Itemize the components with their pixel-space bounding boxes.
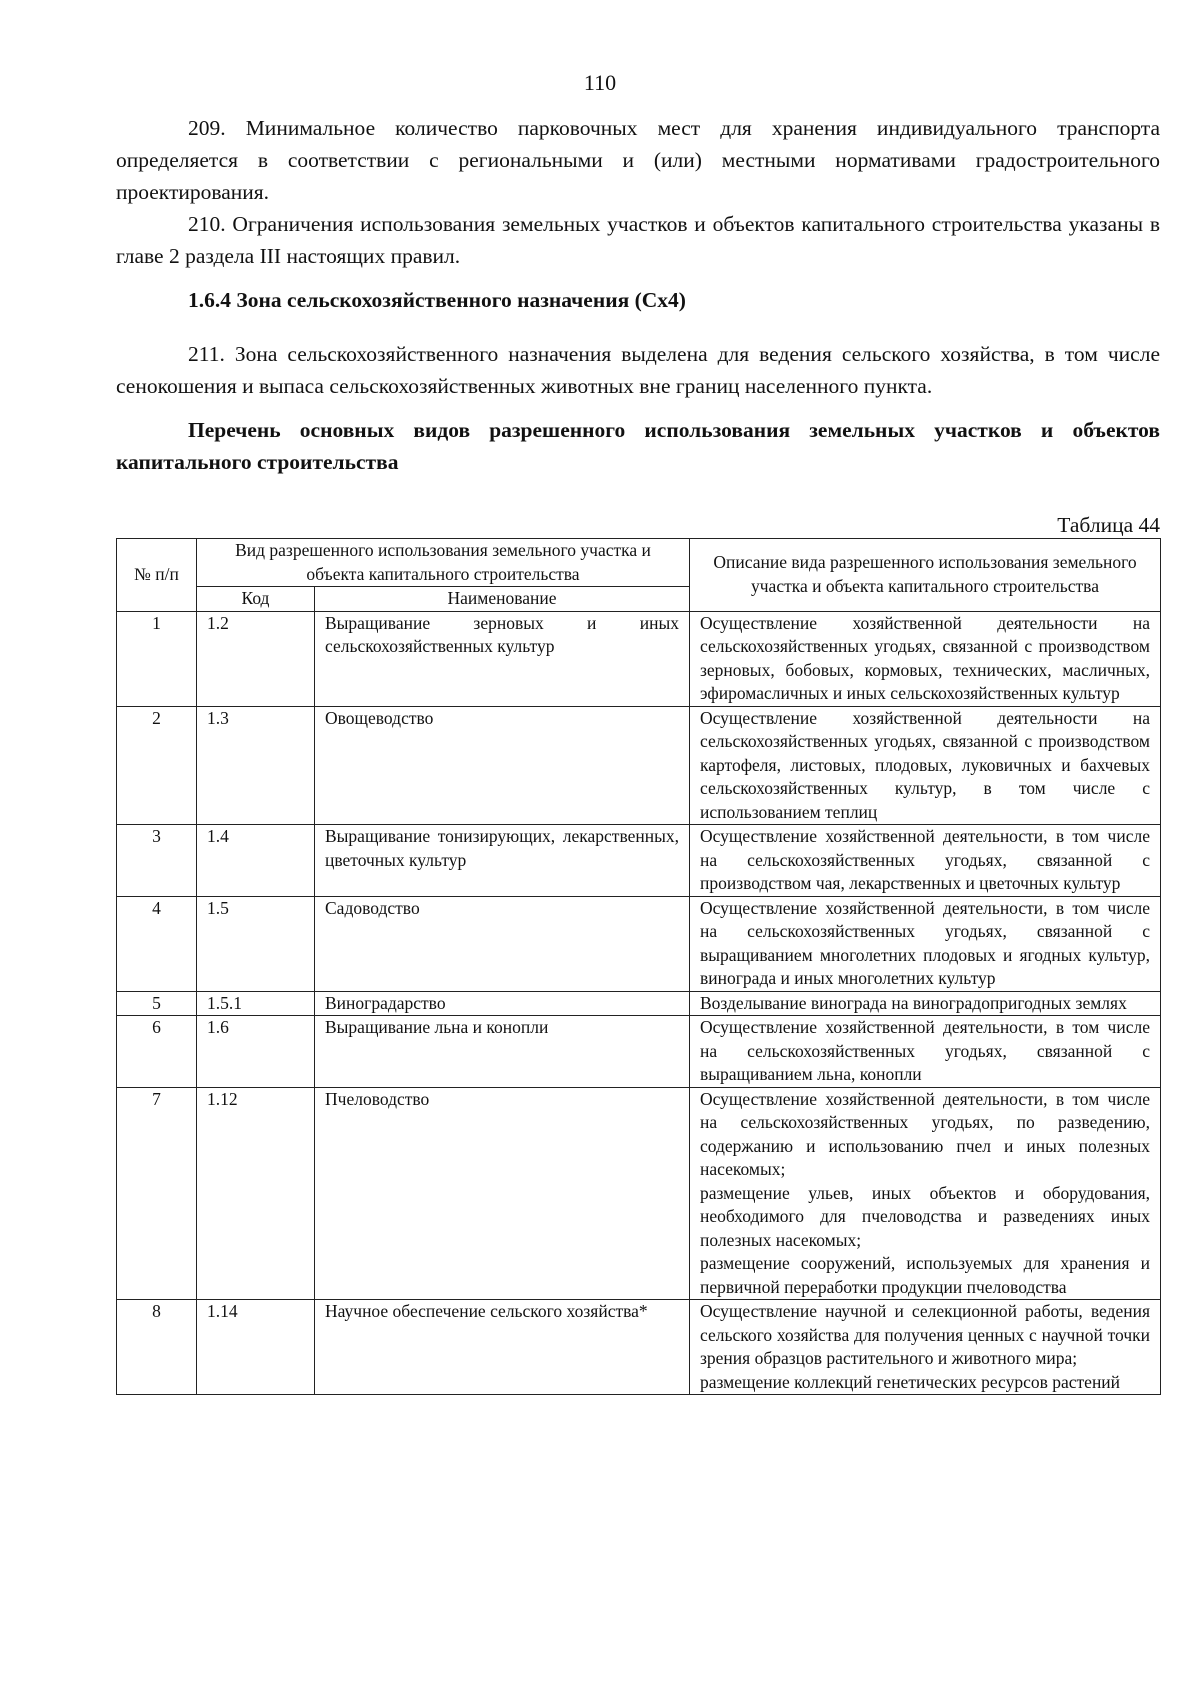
row-description	[690, 896, 1161, 991]
row-number: 1	[117, 611, 197, 706]
table-caption: Таблица 44	[1057, 513, 1160, 537]
document-body	[116, 112, 1160, 1395]
row-code: 1.5.1	[197, 991, 315, 1016]
row-code: 1.3	[197, 706, 315, 825]
row-name: Виноградарство	[315, 991, 690, 1016]
row-code: 1.5	[197, 896, 315, 991]
row-code: 1.14	[197, 1300, 315, 1395]
table-row	[117, 991, 1161, 1016]
table-row	[117, 1300, 1161, 1395]
description-line: Осуществление хозяйственной деятельности, в том числе на сельскохозяйственных угодьях, связанной с производством чая, лекарственных и цветочных культур	[700, 826, 1150, 893]
row-number: 6	[117, 1016, 197, 1088]
description-line: размещение коллекций генетических ресурсов растений	[700, 1371, 1121, 1392]
row-code: 1.2	[197, 611, 315, 706]
row-name: Научное обеспечение сельского хозяйства*	[315, 1300, 690, 1395]
header-num: № п/п	[117, 539, 197, 612]
row-description	[690, 611, 1161, 706]
row-number: 5	[117, 991, 197, 1016]
table-row	[117, 825, 1161, 897]
header-code: Код	[197, 587, 315, 612]
row-description	[690, 991, 1161, 1016]
page-number: 110	[583, 70, 617, 95]
table-row	[117, 1087, 1161, 1300]
row-number: 4	[117, 896, 197, 991]
description-line: Осуществление научной и селекционной работы, ведения сельского хозяйства для получения ценных с научной точки зрения образцов растительного и животного мира;	[700, 1301, 1150, 1368]
table-body	[117, 611, 1161, 1395]
description-line: Возделывание винограда на виноградопригодных землях	[700, 992, 1127, 1013]
row-code: 1.12	[197, 1087, 315, 1300]
table-row	[117, 896, 1161, 991]
row-code: 1.4	[197, 825, 315, 897]
row-description	[690, 706, 1161, 825]
table-row	[117, 706, 1161, 825]
row-name: Садоводство	[315, 896, 690, 991]
land-use-table	[116, 538, 1161, 1395]
row-code: 1.6	[197, 1016, 315, 1088]
row-description	[690, 1300, 1161, 1395]
table-row	[117, 611, 1161, 706]
list-title: Перечень основных видов разрешенного использования земельных участков и объектов капитального строительства	[116, 418, 1160, 474]
row-number: 8	[117, 1300, 197, 1395]
header-name: Наименование	[315, 587, 690, 612]
description-line: Осуществление хозяйственной деятельности на сельскохозяйственных угодьях, связанной с производством картофеля, листовых, плодовых, луковичных и бахчевых сельскохозяйственных культур, в том числе с использованием теплиц	[700, 707, 1150, 822]
row-description	[690, 825, 1161, 897]
row-number: 2	[117, 706, 197, 825]
row-description	[690, 1087, 1161, 1300]
row-name: Выращивание тонизирующих, лекарственных, цветочных культур	[315, 825, 690, 897]
row-number: 7	[117, 1087, 197, 1300]
row-description	[690, 1016, 1161, 1088]
row-name: Выращивание льна и конопли	[315, 1016, 690, 1088]
row-name: Овощеводство	[315, 706, 690, 825]
paragraph-211: 211. Зона сельскохозяйственного назначения выделена для ведения сельского хозяйства, в том числе сенокошения и выпаса сельскохозяйственных животных вне границ населенного пункта.	[116, 342, 1160, 398]
row-name: Пчеловодство	[315, 1087, 690, 1300]
description-line: Осуществление хозяйственной деятельности, в том числе на сельскохозяйственных угодьях, связанной с выращиванием льна, конопли	[700, 1017, 1150, 1084]
description-line: Осуществление хозяйственной деятельности на сельскохозяйственных угодьях, связанной с производством зерновых, бобовых, кормовых, технических, масличных, эфиромасличных и иных сельскохозяйственных культур	[700, 612, 1150, 703]
table-row	[117, 1016, 1161, 1088]
header-description: Описание вида разрешенного использования земельного участка и объекта капитального строительства	[690, 539, 1161, 612]
header-use-type: Вид разрешенного использования земельного участка и объекта капитального строительства	[197, 539, 690, 587]
section-heading: 1.6.4 Зона сельскохозяйственного назначения (Сх4)	[188, 288, 686, 312]
description-line: Осуществление хозяйственной деятельности, в том числе на сельскохозяйственных угодьях, по разведению, содержанию и использованию пчел и иных полезных насекомых;	[700, 1088, 1150, 1179]
description-line: Осуществление хозяйственной деятельности, в том числе на сельскохозяйственных угодьях, связанной с выращиванием многолетних плодовых и ягодных культур, винограда и иных многолетних культур	[700, 897, 1150, 988]
row-name: Выращивание зерновых и иных сельскохозяйственных культур	[315, 611, 690, 706]
row-number: 3	[117, 825, 197, 897]
paragraph-210: 210. Ограничения использования земельных участков и объектов капитального строительства указаны в главе 2 раздела III настоящих правил.	[116, 212, 1160, 268]
description-line: размещение ульев, иных объектов и оборудования, необходимого для пчеловодства и разведениях иных полезных насекомых;	[700, 1182, 1150, 1250]
description-line: размещение сооружений, используемых для хранения и первичной переработки продукции пчеловодства	[700, 1253, 1150, 1297]
paragraph-209: 209. Минимальное количество парковочных мест для хранения индивидуального транспорта определяется в соответствии с региональными и (или) местными нормативами градостроительного проектирования.	[116, 116, 1160, 204]
